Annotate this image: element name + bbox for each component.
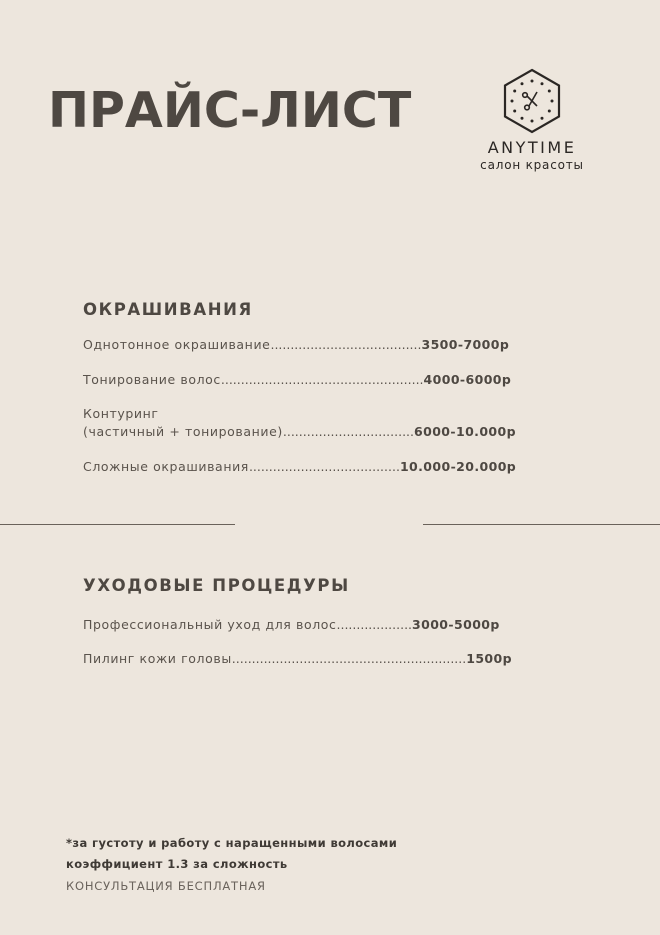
price-row [83,405,516,441]
page-title: ПРАЙС-ЛИСТ [48,82,412,139]
service-label: Сложные окрашивания [83,459,249,474]
service-label-line1: Контуринг [83,406,159,421]
section-title-care: УХОДОВЫЕ ПРОЦЕДУРЫ [83,576,350,595]
footer-note-consultation: КОНСУЛЬТАЦИЯ БЕСПЛАТНАЯ [66,879,266,893]
service-label: Пилинг кожи головы [83,651,232,666]
service-label: (частичный + тонирование) [83,424,283,439]
divider-right [423,524,660,525]
service-price: 10.000-20.000р [399,459,517,474]
price-row [83,650,512,668]
service-price: 1500р [466,651,512,666]
price-row [83,371,511,389]
brand-name: ANYTIME [487,138,577,157]
service-label: Однотонное окрашивание [83,337,271,352]
service-label: Профессиональный уход для волос [83,617,337,632]
price-row [83,616,500,634]
brand-subtitle: салон красоты [480,158,584,172]
service-label: Тонирование волос [83,372,221,387]
service-price: 3000-5000р [412,617,500,632]
clock-scissors-hexagon-icon [501,68,563,134]
price-row [83,458,516,476]
service-price: 4000-6000р [423,372,512,387]
leader-dots: ...................................... [270,337,422,352]
leader-dots: ................................................... [220,372,424,387]
brand-logo [462,68,602,171]
service-price: 6000-10.000р [414,424,516,439]
leader-dots: ...................................... [248,459,400,474]
price-row [83,336,509,354]
divider-left [0,524,235,525]
footer-note-extensions: *за густоту и работу с наращенными волосами [66,836,398,850]
service-price: 3500-7000р [421,337,510,352]
footer-note-coefficient: коэффициент 1.3 за сложность [66,857,288,871]
leader-dots: ........................................................... [231,651,467,666]
leader-dots: ................................. [282,424,414,439]
leader-dots: ................... [336,617,413,632]
section-title-coloring: ОКРАШИВАНИЯ [83,300,253,319]
